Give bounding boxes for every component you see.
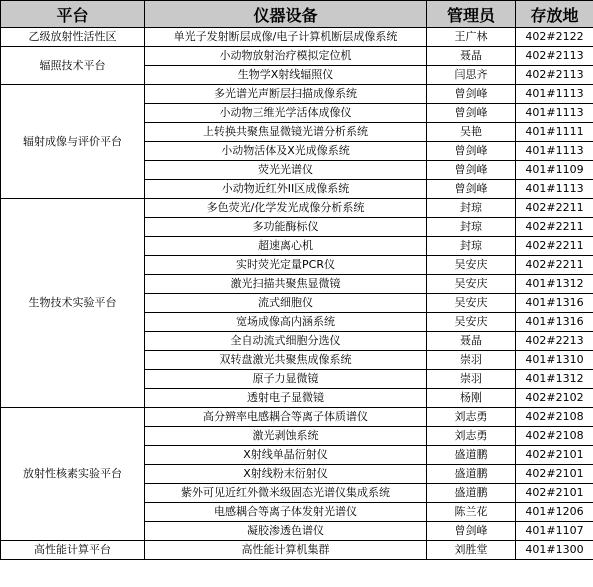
location-cell: 401#1113 [516,85,593,104]
location-cell: 402#2211 [516,218,593,237]
table-row [1,85,593,104]
platform-cell: 辐照技术平台 [1,47,145,85]
header-location: 存放地 [516,1,593,28]
platform-cell: 辐射成像与评价平台 [1,85,145,199]
admin-cell: 盛道鹏 [427,484,516,503]
location-cell: 402#2122 [516,28,593,47]
device-cell: 流式细胞仪 [145,294,427,313]
device-cell: 荧光光谱仪 [145,161,427,180]
admin-cell: 吴安庆 [427,256,516,275]
device-cell: 凝胶渗透色谱仪 [145,522,427,541]
location-cell: 401#1113 [516,180,593,199]
admin-cell: 曾剑峰 [427,142,516,161]
header-admin: 管理员 [427,1,516,28]
location-cell: 402#2108 [516,427,593,446]
device-cell: 单光子发射断层成像/电子计算机断层成像系统 [145,28,427,47]
location-cell: 401#1312 [516,370,593,389]
location-cell: 401#1300 [516,541,593,560]
admin-cell: 曾剑峰 [427,161,516,180]
device-cell: 透射电子显微镜 [145,389,427,408]
device-cell: 高性能计算机集群 [145,541,427,560]
location-cell: 402#2101 [516,465,593,484]
admin-cell: 刘志勇 [427,427,516,446]
device-cell: X射线单晶衍射仪 [145,446,427,465]
location-cell: 401#1206 [516,503,593,522]
location-cell: 402#2108 [516,408,593,427]
admin-cell: 曾剑峰 [427,104,516,123]
admin-cell: 崇羽 [427,351,516,370]
admin-cell: 聂晶 [427,47,516,66]
admin-cell: 曾剑峰 [427,522,516,541]
location-cell: 402#2113 [516,66,593,85]
device-cell: 宽场成像高内涵系统 [145,313,427,332]
location-cell: 402#2113 [516,47,593,66]
device-cell: X射线粉末衍射仪 [145,465,427,484]
admin-cell: 封琼 [427,218,516,237]
admin-cell: 闫思齐 [427,66,516,85]
device-cell: 实时荧光定量PCR仪 [145,256,427,275]
location-cell: 401#1113 [516,142,593,161]
admin-cell: 封琼 [427,199,516,218]
location-cell: 401#1316 [516,313,593,332]
platform-cell: 乙级放射性活性区 [1,28,145,47]
device-cell: 紫外可见近红外微米级固态光谱仪集成系统 [145,484,427,503]
device-cell: 双转盘激光共聚焦成像系统 [145,351,427,370]
location-cell: 401#1111 [516,123,593,142]
table-row [1,408,593,427]
device-cell: 小动物放射治疗模拟定位机 [145,47,427,66]
device-cell: 激光剥蚀系统 [145,427,427,446]
table-row [1,28,593,47]
location-cell: 402#2213 [516,332,593,351]
device-cell: 超速离心机 [145,237,427,256]
admin-cell: 王广林 [427,28,516,47]
header-row [1,1,593,28]
admin-cell: 封琼 [427,237,516,256]
header-platform: 平台 [1,1,145,28]
device-cell: 多色荧光/化学发光成像分析系统 [145,199,427,218]
device-cell: 电感耦合等离子体发射光谱仪 [145,503,427,522]
admin-cell: 刘胜堂 [427,541,516,560]
device-cell: 小动物近红外II区成像系统 [145,180,427,199]
admin-cell: 曾剑峰 [427,85,516,104]
device-cell: 全自动流式细胞分选仪 [145,332,427,351]
platform-cell: 放射性核素实验平台 [1,408,145,541]
device-cell: 上转换共聚焦显微镜光谱分析系统 [145,123,427,142]
location-cell: 401#1316 [516,294,593,313]
device-cell: 生物学X射线辐照仪 [145,66,427,85]
location-cell: 401#1109 [516,161,593,180]
device-cell: 多功能酶标仪 [145,218,427,237]
admin-cell: 吴安庆 [427,313,516,332]
table-row [1,541,593,560]
location-cell: 401#1310 [516,351,593,370]
location-cell: 401#1113 [516,104,593,123]
location-cell: 402#2101 [516,484,593,503]
admin-cell: 吴艳 [427,123,516,142]
device-cell: 小动物三维光学活体成像仪 [145,104,427,123]
device-cell: 激光扫描共聚焦显微镜 [145,275,427,294]
table-row [1,199,593,218]
device-cell: 原子力显微镜 [145,370,427,389]
location-cell: 401#1312 [516,275,593,294]
admin-cell: 聂晶 [427,332,516,351]
location-cell: 402#2211 [516,237,593,256]
header-device: 仪器设备 [145,1,427,28]
platform-cell: 高性能计算平台 [1,541,145,560]
admin-cell: 刘志勇 [427,408,516,427]
admin-cell: 崇羽 [427,370,516,389]
admin-cell: 盛道鹏 [427,465,516,484]
location-cell: 402#2102 [516,389,593,408]
admin-cell: 吴安庆 [427,275,516,294]
admin-cell: 杨刚 [427,389,516,408]
admin-cell: 吴安庆 [427,294,516,313]
device-cell: 小动物活体及X光成像系统 [145,142,427,161]
location-cell: 402#2211 [516,199,593,218]
location-cell: 401#1107 [516,522,593,541]
location-cell: 402#2101 [516,446,593,465]
device-cell: 多光谱光声断层扫描成像系统 [145,85,427,104]
admin-cell: 曾剑峰 [427,180,516,199]
table-row [1,47,593,66]
platform-cell: 生物技术实验平台 [1,199,145,408]
device-cell: 高分辨率电感耦合等离子体质谱仪 [145,408,427,427]
table-body [1,28,593,560]
admin-cell: 盛道鹏 [427,446,516,465]
admin-cell: 陈兰花 [427,503,516,522]
location-cell: 402#2211 [516,256,593,275]
